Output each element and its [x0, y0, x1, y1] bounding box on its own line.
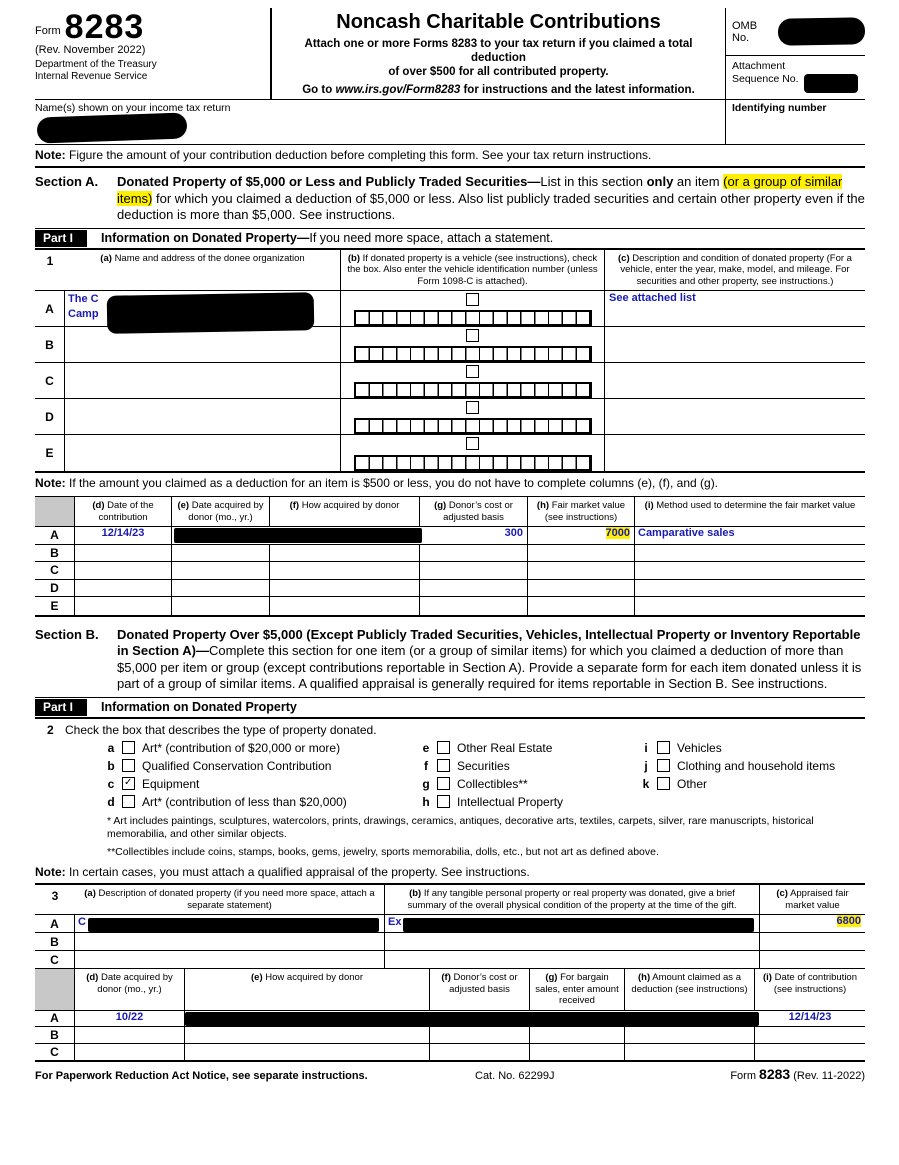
- method-input[interactable]: [635, 545, 865, 562]
- row-label: B: [35, 933, 75, 950]
- section-b-acquisition-table: [35, 969, 865, 1062]
- identifying-number-label: Identifying number: [732, 102, 827, 114]
- vehicle-checkbox[interactable]: [466, 293, 479, 306]
- col-h-header: (h) Amount claimed as a deduction (see instructions): [625, 969, 755, 1010]
- vehicle-checkbox[interactable]: [466, 365, 479, 378]
- checkbox[interactable]: [657, 759, 670, 772]
- checkbox[interactable]: [122, 795, 135, 808]
- row-label: C: [35, 562, 75, 579]
- section-a-text: Donated Property of $5,000 or Less and Publicly Traded Securities—List in this section only an item (or a group of similar items) for which you claimed a deduction of $5,000 or less. Also list publicly traded securities and certain other property even if the deduction is more than $5,000. See instructions.: [117, 174, 865, 222]
- col-h-header: (h) Fair market value (see instructions): [528, 497, 635, 526]
- how-acquired-input[interactable]: [270, 597, 420, 615]
- checkbox[interactable]: [437, 741, 450, 754]
- appraised-value: 6800: [836, 915, 861, 927]
- col-f-header: (f) Donor’s cost or adjusted basis: [430, 969, 530, 1010]
- checkbox[interactable]: [657, 777, 670, 790]
- section-b-property-table: [35, 885, 865, 969]
- how-acquired-input[interactable]: [270, 562, 420, 579]
- vin-boxes[interactable]: [354, 455, 592, 471]
- description-input[interactable]: [605, 327, 865, 362]
- property-row-c: [35, 951, 865, 969]
- omb-redaction: [778, 17, 866, 46]
- vin-boxes[interactable]: [354, 382, 592, 398]
- subtitle-line-2: of over $500 for all contributed property.: [388, 66, 609, 78]
- donee-redaction: [107, 292, 315, 334]
- col-i-header: (i) Date of contribution (see instructions): [763, 972, 857, 995]
- attachment-seq-redaction: [804, 74, 858, 93]
- form-footer-id: Form 8283 (Rev. 11-2022): [730, 1066, 865, 1082]
- col-b-header: (b) If donated property is a vehicle (see instructions), check the box. Also enter the vehicle identification number (unless Form 1098-C is attached).: [341, 250, 605, 291]
- valuation-table: [35, 496, 865, 617]
- vehicle-checkbox[interactable]: [466, 437, 479, 450]
- fmv-input[interactable]: [528, 562, 635, 579]
- vehicle-checkbox[interactable]: [466, 329, 479, 342]
- line-3-number: 3: [51, 889, 59, 903]
- table-row-c: [35, 363, 865, 399]
- row-label: A: [35, 527, 75, 544]
- checkbox[interactable]: [437, 795, 450, 808]
- goto-line: Go to www.irs.gov/Form8283 for instructions and the latest information.: [302, 84, 695, 96]
- description-input[interactable]: [605, 399, 865, 434]
- appraised-value-input[interactable]: [760, 933, 865, 950]
- paperwork-notice: For Paperwork Reduction Act Notice, see separate instructions.: [35, 1070, 368, 1082]
- form-header: [35, 8, 865, 100]
- checkbox[interactable]: [657, 741, 670, 754]
- section-b-text: Donated Property Over $5,000 (Except Publicly Traded Securities, Vehicles, Intellectual Property or Inventory Reportable in Section A)—Complete this section for one item (or a group of similar items) for which you claimed a deduction of more than $5,000 per item or group (except contributions reportable in Section A). Provide a separate form for each item donated unless it is part of a group of similar items. A qualified appraisal is generally required for items reportable in Section B. See instructions.: [117, 626, 862, 691]
- form-word: Form: [35, 25, 61, 37]
- valuation-row-d: [35, 580, 865, 598]
- col-e-header: (e) Date acquired by donor (mo., yr.): [172, 497, 270, 526]
- part-1-title: Information on Donated Property: [101, 700, 297, 714]
- donor-cost-input[interactable]: [430, 1044, 530, 1061]
- col-f-header: (f) How acquired by donor: [270, 497, 420, 526]
- date-acquired-input[interactable]: [172, 562, 270, 579]
- valuation-row-a: [35, 527, 865, 545]
- donor-cost-input[interactable]: 300: [420, 527, 528, 544]
- line-2: [35, 719, 865, 739]
- section-a-heading: [35, 168, 865, 228]
- vin-boxes[interactable]: [354, 346, 592, 362]
- row-label: D: [35, 399, 65, 434]
- agency-line-2: Internal Revenue Service: [35, 71, 148, 82]
- col-g-header: (g) Donor’s cost or adjusted basis: [420, 497, 528, 526]
- page-footer: [35, 1062, 865, 1082]
- form-title: Noncash Charitable Contributions: [336, 11, 661, 33]
- option-other: k Other: [642, 776, 708, 791]
- property-description-input[interactable]: C: [75, 915, 385, 933]
- option-art-less-20000: d Art* (contribution of less than $20,000): [107, 794, 347, 809]
- property-type-options: [35, 739, 865, 815]
- art-footnote: * Art includes paintings, sculptures, watercolors, prints, drawings, ceramics, antiques, decorative arts, textiles, carpets, silver, rare manuscripts, historical memorabilia, and other similar objects.: [107, 814, 814, 840]
- footnotes: [35, 815, 865, 860]
- line-2-text: Check the box that describes the type of property donated.: [65, 722, 377, 737]
- table-row-d: [35, 399, 865, 435]
- section-b-label: Section B.: [35, 626, 99, 642]
- col-b-header: (b) If any tangible personal property or real property was donated, give a brief summary of the overall physical condition of the property at the time of the gift.: [385, 885, 760, 914]
- vin-boxes[interactable]: [354, 418, 592, 434]
- amount-claimed-input[interactable]: [625, 1027, 755, 1043]
- date-acquired-input[interactable]: [172, 580, 270, 597]
- omb-label: OMB No.: [732, 19, 758, 44]
- form-number: 8283: [64, 8, 145, 46]
- row-label: B: [35, 1027, 75, 1043]
- note-3: Note: In certain cases, you must attach a qualified appraisal of the property. See instructions.: [35, 861, 865, 885]
- appraised-value-input[interactable]: [760, 915, 865, 933]
- donor-cost-input[interactable]: [420, 562, 528, 579]
- date-acquired-input[interactable]: [75, 1044, 185, 1061]
- col-a-header: (a) Name and address of the donee organization: [65, 250, 341, 291]
- form-title-block: [272, 8, 725, 99]
- method-input[interactable]: Camparative sales: [638, 527, 735, 539]
- form-identity-block: [35, 8, 272, 99]
- row-label: C: [35, 951, 75, 968]
- description-input[interactable]: [605, 363, 865, 398]
- method-input[interactable]: [635, 562, 865, 579]
- catalog-number: Cat. No. 62299J: [475, 1070, 555, 1082]
- option-intellectual-property: h Intellectual Property: [422, 794, 564, 809]
- attachment-line-2: Sequence No.: [732, 73, 799, 85]
- date-contribution-input[interactable]: 12/14/23: [75, 527, 172, 544]
- col-d-header: (d) Date acquired by donor (mo., yr.): [75, 969, 185, 1010]
- agency-line-1: Department of the Treasury: [35, 59, 157, 70]
- irs-url[interactable]: www.irs.gov/Form8283: [335, 84, 461, 96]
- fmv-input[interactable]: [528, 580, 635, 597]
- date-contribution-input[interactable]: [75, 597, 172, 615]
- acquisition-row-b: [35, 1027, 865, 1044]
- part-1-bar-section-a: [35, 228, 865, 250]
- acquisition-row-c: [35, 1044, 865, 1061]
- description-input[interactable]: [605, 435, 865, 471]
- col-c-header: (c) Description and condition of donated property (For a vehicle, enter the year, make, model, and mileage. For securities and other property, see instructions.): [618, 252, 852, 287]
- row-label: B: [35, 327, 65, 362]
- valuation-row-e: [35, 597, 865, 615]
- col-d-header: (d) Date of the contribution: [75, 497, 172, 526]
- donee-name-input[interactable]: The C Camp: [65, 291, 341, 326]
- date-contribution-input[interactable]: [755, 1044, 865, 1061]
- checkbox[interactable]: [437, 759, 450, 772]
- condition-input[interactable]: Ex: [385, 915, 760, 933]
- row-label: E: [35, 435, 65, 471]
- table-row-a: [35, 291, 865, 327]
- method-input[interactable]: [635, 597, 865, 615]
- option-other-real-estate: e Other Real Estate: [422, 740, 553, 755]
- line-2-number: 2: [47, 722, 54, 737]
- description-input[interactable]: See attached list: [609, 292, 696, 304]
- part-1-title: Information on Donated Property—If you need more space, attach a statement.: [101, 231, 554, 245]
- amount-claimed-input[interactable]: [625, 1044, 755, 1061]
- row-label: C: [35, 1044, 75, 1061]
- how-acquired-input[interactable]: [185, 1044, 430, 1061]
- corner-cell: [35, 969, 75, 1010]
- taxpayer-row: [35, 100, 865, 145]
- donor-cost-input[interactable]: [430, 1027, 530, 1043]
- date-contribution-input[interactable]: 12/14/23: [788, 1010, 832, 1023]
- highlighted-phrase: (or a group of similar items): [117, 174, 843, 206]
- taxpayer-name-label: Name(s) shown on your income tax return: [35, 102, 231, 114]
- part-1-badge: Part I: [35, 230, 87, 247]
- donee-table: [35, 250, 865, 474]
- vehicle-cell: [341, 291, 605, 326]
- valuation-row-b: [35, 545, 865, 563]
- section-b-heading: [35, 617, 865, 697]
- option-securities: f Securities: [424, 758, 510, 773]
- option-clothing-household: j Clothing and household items: [644, 758, 836, 773]
- bargain-sale-input[interactable]: [530, 1027, 625, 1043]
- how-acquired-input[interactable]: [270, 545, 420, 562]
- row-label: A: [35, 915, 75, 933]
- date-acquired-input[interactable]: [75, 1027, 185, 1043]
- line-1-number: 1: [46, 253, 54, 268]
- col-g-header: (g) For bargain sales, enter amount received: [530, 969, 625, 1010]
- fmv-input[interactable]: [528, 545, 635, 562]
- part-1-badge: Part I: [35, 699, 87, 716]
- acquisition-row-a: [35, 1011, 865, 1028]
- option-vehicles: i Vehicles: [644, 740, 722, 755]
- donor-cost-input[interactable]: [420, 545, 528, 562]
- property-description-input[interactable]: [75, 933, 385, 950]
- donee-name-input[interactable]: [65, 435, 341, 471]
- note-1: Note: Figure the amount of your contribution deduction before completing this form. See your tax return instructions.: [35, 145, 865, 168]
- collectibles-footnote: **Collectibles include coins, stamps, books, gems, jewelry, sports memorabilia, dolls, etc., but not art as defined above.: [107, 845, 659, 858]
- fmv-input[interactable]: [528, 527, 635, 544]
- option-collectibles: g Collectibles**: [422, 776, 528, 791]
- checkbox[interactable]: [122, 759, 135, 772]
- property-row-b: [35, 933, 865, 951]
- date-acquired-input[interactable]: [172, 597, 270, 615]
- col-a-header: (a) Description of donated property (if you need more space, attach a separate statement): [75, 885, 385, 914]
- valuation-row-c: [35, 562, 865, 580]
- form-revision: (Rev. November 2022): [35, 44, 146, 56]
- date-contribution-input[interactable]: [75, 545, 172, 562]
- condition-redaction: [403, 918, 754, 932]
- identifying-number-field[interactable]: [725, 100, 865, 144]
- part-1-bar-section-b: [35, 697, 865, 719]
- row-label: B: [35, 545, 75, 562]
- fmv-input[interactable]: [528, 597, 635, 615]
- option-art-20000-or-more: a Art* (contribution of $20,000 or more): [107, 740, 341, 755]
- description-redaction: [88, 918, 379, 932]
- date-contribution-input[interactable]: [75, 580, 172, 597]
- vin-boxes[interactable]: [354, 310, 592, 326]
- date-acquired-input[interactable]: 10/22: [75, 1011, 185, 1027]
- checkbox[interactable]: [437, 777, 450, 790]
- table-row-e: [35, 435, 865, 471]
- option-equipment: c ✓ Equipment: [107, 777, 422, 791]
- acquired-redaction: [174, 528, 422, 543]
- date-acquired-input[interactable]: [172, 545, 270, 562]
- bargain-sale-input[interactable]: [530, 1044, 625, 1061]
- note-2: Note: If the amount you claimed as a deduction for an item is $500 or less, you do not have to complete columns (e), (f), and (g).: [35, 476, 719, 490]
- acquisition-redaction: [185, 1012, 759, 1026]
- row-label: A: [35, 291, 65, 326]
- how-acquired-input[interactable]: [185, 1027, 430, 1043]
- taxpayer-name-redaction: [37, 112, 188, 143]
- method-input[interactable]: [635, 580, 865, 597]
- vehicle-checkbox[interactable]: [466, 401, 479, 414]
- date-contribution-input[interactable]: [755, 1027, 865, 1043]
- date-contribution-input[interactable]: [75, 562, 172, 579]
- how-acquired-input[interactable]: [270, 580, 420, 597]
- checkbox[interactable]: [122, 777, 135, 790]
- option-qualified-conservation: b Qualified Conservation Contribution: [107, 758, 332, 773]
- donor-cost-input[interactable]: [420, 597, 528, 615]
- attachment-line-1: Attachment: [732, 60, 786, 72]
- row-label: D: [35, 580, 75, 597]
- donee-name-input[interactable]: [65, 399, 341, 434]
- col-e-header: (e) How acquired by donor: [185, 969, 430, 1010]
- property-description-input[interactable]: [75, 951, 385, 968]
- col-c-header: (c) Appraised fair market value: [776, 888, 849, 911]
- col-i-header: (i) Method used to determine the fair market value: [644, 500, 856, 511]
- taxpayer-name-field[interactable]: [35, 100, 725, 144]
- donee-name-input[interactable]: [65, 327, 341, 362]
- condition-input[interactable]: [385, 933, 760, 950]
- subtitle-line-1: Attach one or more Forms 8283 to your tax return if you claimed a total deduction: [304, 38, 693, 64]
- donee-name-input[interactable]: [65, 363, 341, 398]
- row-label: A: [35, 1011, 75, 1027]
- corner-cell: [35, 497, 75, 526]
- donor-cost-input[interactable]: [420, 580, 528, 597]
- checkbox[interactable]: [122, 741, 135, 754]
- property-row-a: [35, 915, 865, 933]
- section-a-label: Section A.: [35, 174, 99, 189]
- fmv-value: 7000: [605, 527, 630, 539]
- condition-input[interactable]: [385, 951, 760, 968]
- row-label: C: [35, 363, 65, 398]
- row-label: E: [35, 597, 75, 615]
- appraised-value-input[interactable]: [760, 951, 865, 968]
- omb-attachment-block: [725, 8, 865, 99]
